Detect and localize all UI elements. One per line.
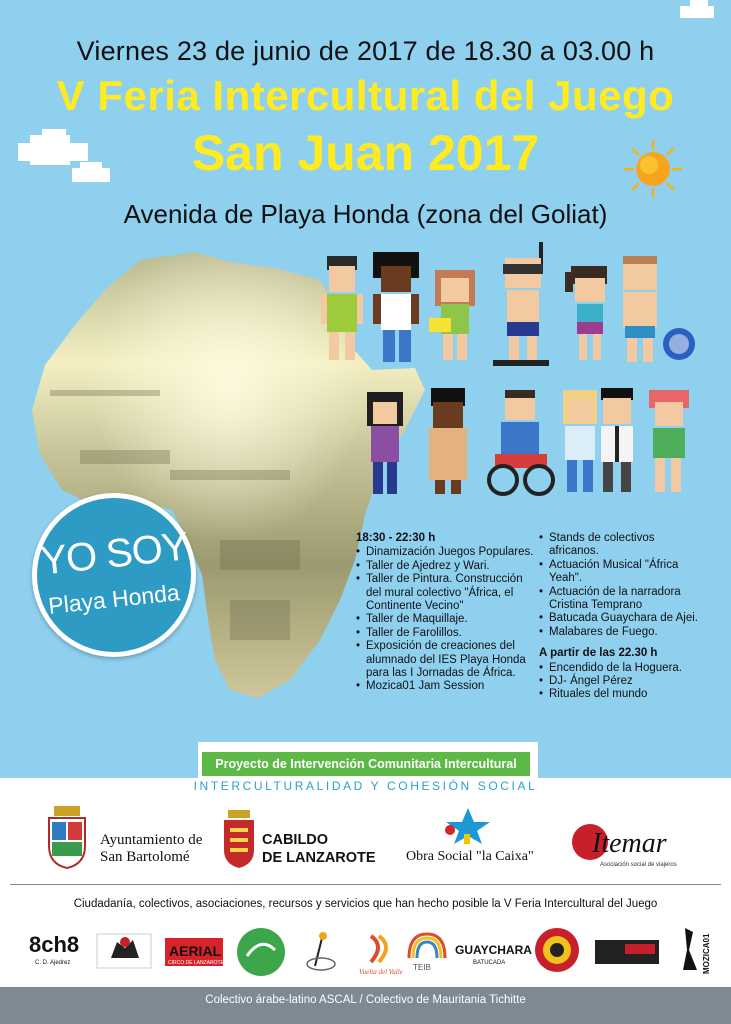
pixel-person-icon [321,256,363,360]
black-logo-icon [595,940,659,964]
program-item: • Stands de colectivos africanos. [539,532,699,559]
teib-rainbow-logo [409,934,445,972]
badge-line1: YO SOY [38,524,190,584]
sponsor-logos [25,922,715,978]
svg-text:GUAYCHARA: GUAYCHARA [455,943,532,957]
pixel-person-icon [493,242,549,366]
ocho-ajedrez-logo [29,932,79,966]
la-caixa-label: Obra Social "la Caixa" [406,849,534,864]
pixel-person-icon [565,266,607,360]
pixel-characters-illustration [315,242,715,502]
program-item: • Actuación de la narradora Cristina Temprano [539,586,699,613]
program-item: • DJ- Ángel Pérez [539,675,699,688]
program-item: • Taller de Ajedrez y Wari. [356,560,534,573]
program-item: • Malabares de Fuego. [539,626,699,639]
ayuntamiento-crest-icon [44,804,90,870]
ayuntamiento-line2: San Bartolomé [100,849,190,865]
pixel-person-icon [563,390,597,492]
project-title: Proyecto de Intervención Comunitaria Intercultural [202,752,530,776]
la-caixa-star-icon [440,804,494,844]
program-item: • Dinamización Juegos Populares. [356,546,534,559]
yo-soy-playa-honda-badge [32,493,196,657]
program-item: • Taller de Maquillaje. [356,613,534,626]
itemar-wordmark: Itemar [592,828,667,859]
program-column-evening [539,532,699,702]
program-item: • Taller de Pintura. Construcción del mural colectivo "África, el Continente Vecino" [356,573,534,613]
event-venue: Avenida de Playa Honda (zona del Goliat) [123,199,608,229]
itemar-logo [570,820,690,872]
svg-text:CIRCO DE LANZAROTE: CIRCO DE LANZAROTE [168,960,224,966]
guaychara-batucada-logo [455,943,532,966]
pixel-person-icon [429,388,467,494]
pixel-person-icon [623,256,695,362]
svg-text:TEIB: TEIB [413,963,431,972]
partner-logos [0,800,731,880]
program-item: • Rituales del mundo [539,688,699,701]
program-item: • Actuación Musical "África Yeah". [539,559,699,586]
cabildo-crest-icon [222,810,256,868]
aerial-circo-logo [165,938,225,966]
pixel-person-icon [429,270,475,360]
pixel-person-icon [489,390,553,494]
ayuntamiento-line1: Ayuntamiento de [100,832,203,848]
program-item: • Exposición de creaciones del alumnado del IES Playa Honda para las I Jornadas de África. [356,640,534,680]
footer-collectives: Colectivo árabe-latino ASCAL / Colectivo de Mauritania Tichitte [0,987,731,1024]
red-round-logo-icon [535,928,579,972]
thanks-line: Ciudadanía, colectivos, asociaciones, recursos y servicios que han hecho posible la V Feria Intercultural del Juego [73,898,658,910]
svg-text:AERIAL: AERIAL [169,943,222,959]
svg-text:C. D. Ajedrez: C. D. Ajedrez [35,960,71,966]
program-time-heading-night: A partir de las 22.30 h [539,647,658,660]
pixel-person-icon [649,390,689,492]
cabildo-label [262,831,376,867]
mozica01-logo [683,928,711,974]
pixel-person-icon [601,388,633,492]
section-divider [10,884,721,885]
program-item: • Encendido de la Hoguera. [539,662,699,675]
guitar-logo-icon [307,932,335,970]
program-item: • Taller de Farolillos. [356,627,534,640]
pixel-person-icon [373,252,419,362]
svg-text:Vuelta del Valle: Vuelta del Valle [359,968,403,976]
ayuntamiento-label [100,832,202,866]
badge-line2: Playa Honda [47,579,181,619]
event-subtitle: San Juan 2017 [191,125,540,181]
program-column-afternoon [356,532,534,694]
svg-text:8ch8: 8ch8 [29,932,80,957]
svg-text:MOZICA01: MOZICA01 [702,933,711,974]
event-title: V Feria Intercultural del Juego [56,72,675,119]
project-subtitle: INTERCULTURALIDAD Y COHESIÓN SOCIAL [193,779,538,793]
pixel-person-icon [367,392,403,494]
program-item: • Batucada Guaychara de Ajei. [539,612,699,625]
cabildo-line2: DE LANZAROTE [262,850,376,866]
program-time-heading: 18:30 - 22:30 h [356,532,436,544]
event-date: Viernes 23 de junio de 2017 de 18.30 a 03.00 h [76,36,655,66]
vuelta-del-valle-logo [359,936,403,976]
program-item: • Mozica01 Jam Session [356,680,534,693]
svg-text:BATUCADA: BATUCADA [473,960,506,966]
itemar-tagline: Asociación social de viajeros [600,862,677,868]
bull-logo-icon [97,934,151,968]
cabildo-line1: CABILDO [262,832,329,848]
green-circle-logo-icon [237,928,285,976]
